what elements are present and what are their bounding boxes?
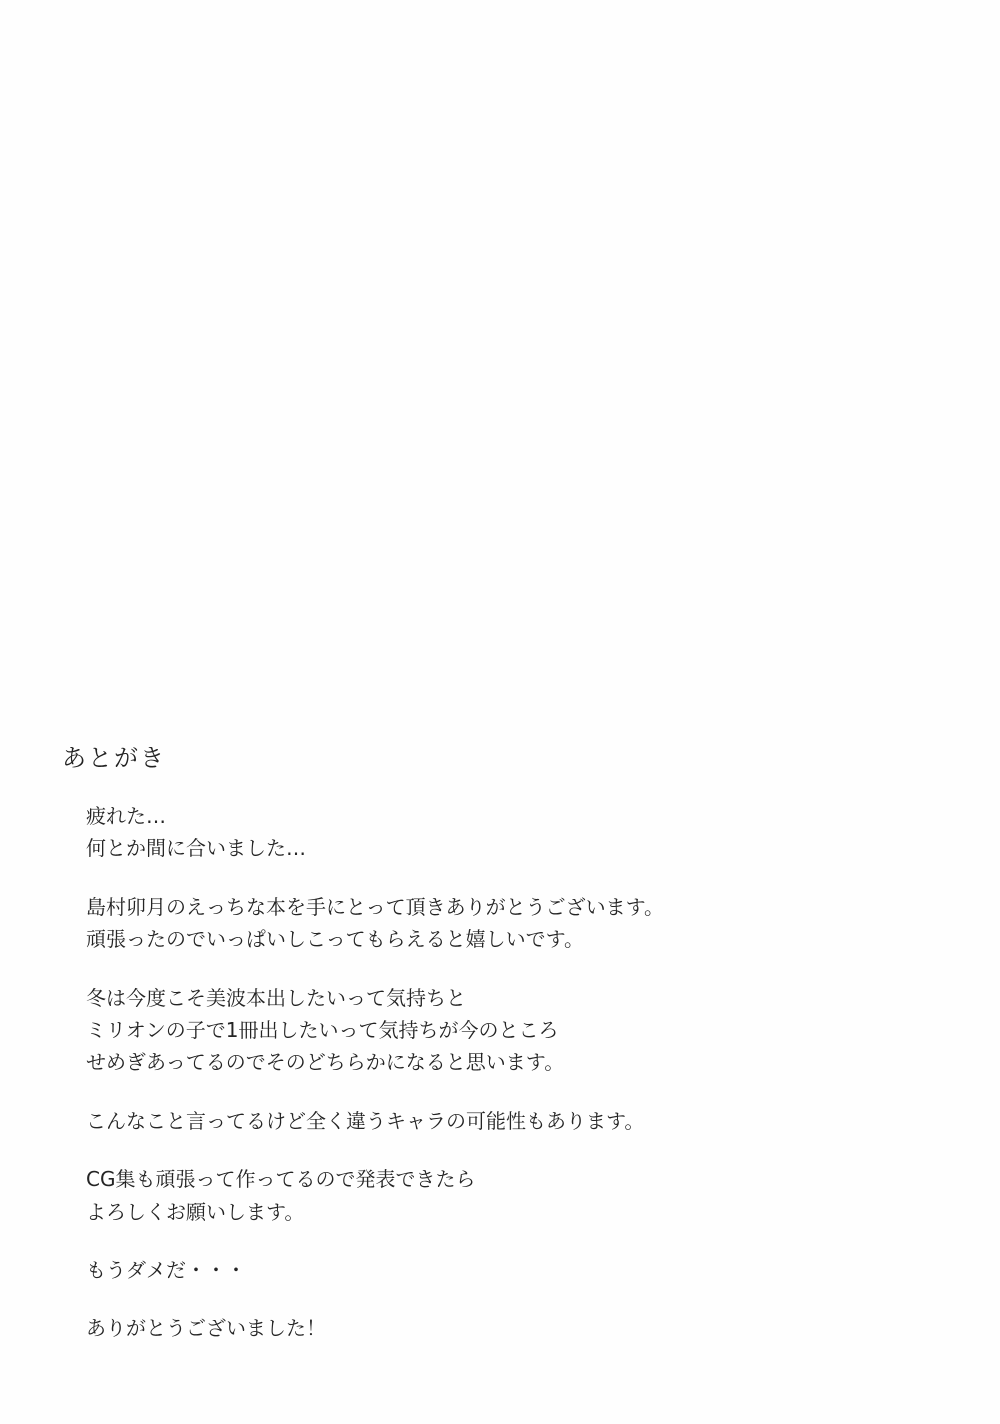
afterword-body bbox=[86, 800, 926, 1345]
afterword-heading: あとがき bbox=[62, 744, 166, 772]
afterword-paragraph bbox=[86, 1312, 926, 1344]
afterword-line: 頑張ったのでいっぱいしこってもらえると嬉しいです。 bbox=[86, 927, 584, 952]
afterword-line: 疲れた… bbox=[86, 804, 166, 828]
afterword-paragraph bbox=[86, 800, 926, 865]
afterword-line: もうダメだ・・・ bbox=[86, 1257, 246, 1282]
afterword-paragraph bbox=[86, 1163, 926, 1228]
afterword-line: ミリオンの子で1冊出したいって気持ちが今のところ bbox=[86, 1017, 559, 1042]
afterword-line: せめぎあってるのでそのどちらかになると思います。 bbox=[86, 1050, 565, 1075]
afterword-paragraph bbox=[86, 982, 926, 1079]
afterword-line: 冬は今度こそ美波本出したいって気持ちと bbox=[86, 985, 466, 1010]
afterword-line: 島村卯月のえっちな本を手にとって頂きありがとうございます。 bbox=[86, 894, 664, 919]
afterword-line: CG集も頑張って作ってるので発表できたら bbox=[86, 1167, 476, 1192]
afterword-line: よろしくお願いします。 bbox=[86, 1199, 305, 1224]
afterword-line: ありがとうございました！ bbox=[86, 1316, 326, 1341]
afterword-paragraph bbox=[86, 891, 926, 956]
afterword-line: こんなこと言ってるけど全く違うキャラの可能性もあります。 bbox=[86, 1108, 645, 1133]
afterword-line: 何とか間に合いました… bbox=[86, 836, 306, 861]
afterword-paragraph bbox=[86, 1105, 926, 1137]
afterword-paragraph bbox=[86, 1254, 926, 1286]
